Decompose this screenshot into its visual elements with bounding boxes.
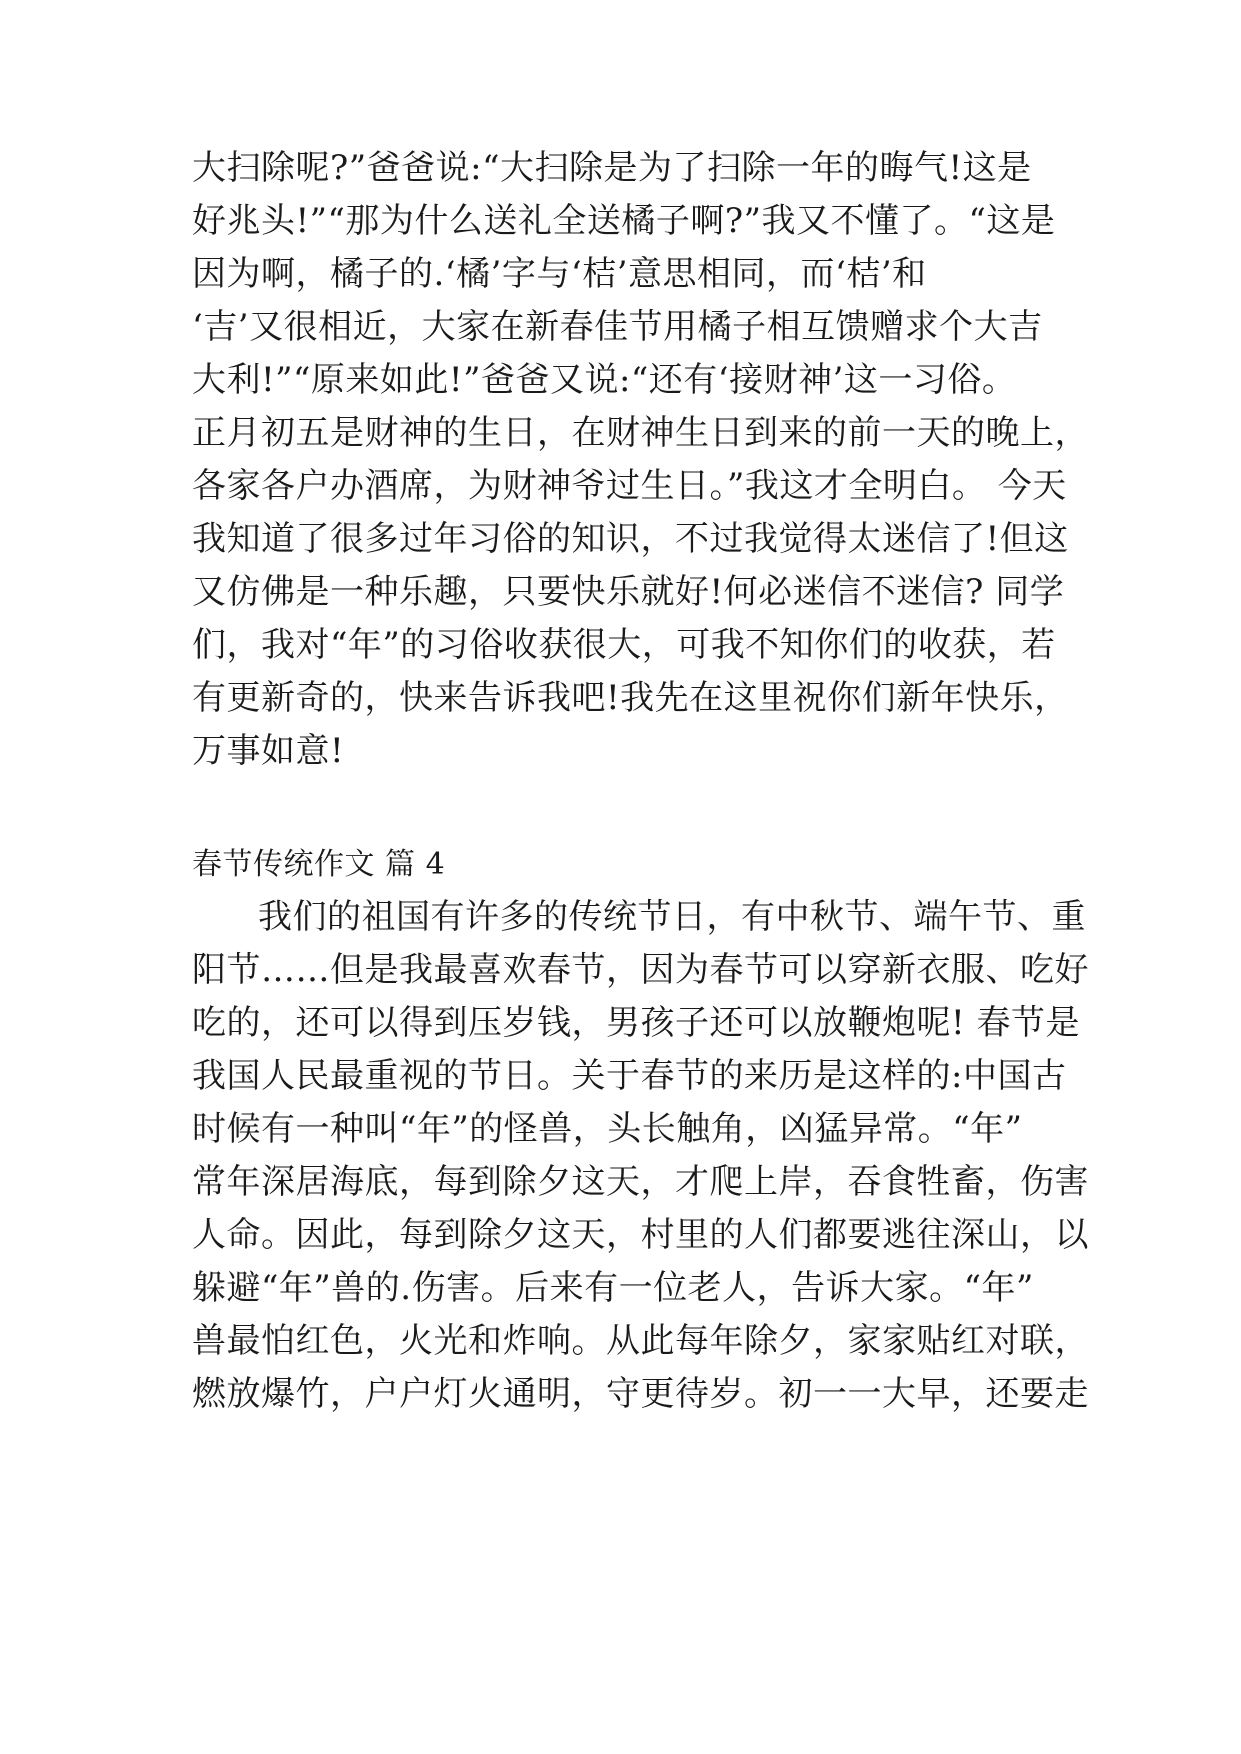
text-line: 躲避“年”兽的.伤害。后来有一位老人，告诉大家。“年” bbox=[192, 1268, 1034, 1308]
text-line: 我国人民最重视的节日。关于春节的来历是这样的:中国古 bbox=[192, 1056, 1067, 1096]
text-line: 我们的祖国有许多的传统节日，有中秋节、端午节、重 bbox=[258, 897, 1086, 937]
text-line: 因为啊，橘子的.‘橘’字与‘桔’意思相同，而‘桔’和 bbox=[192, 254, 927, 294]
text-line: 正月初五是财神的生日，在财神生日到来的前一天的晚上， bbox=[192, 413, 1089, 453]
text-line: 好兆头!”“那为什么送礼全送橘子啊?”我又不懂了。“这是 bbox=[192, 201, 1056, 241]
text-line: 兽最怕红色，火光和炸响。从此每年除夕，家家贴红对联， bbox=[192, 1321, 1089, 1361]
text-line: 万事如意! bbox=[192, 731, 345, 771]
text-line: 阳节……但是我最喜欢春节，因为春节可以穿新衣服、吃好 bbox=[192, 950, 1089, 990]
text-line: 时候有一种叫“年”的怪兽，头长触角，凶猛异常。“年” bbox=[192, 1109, 1023, 1149]
text-line: 大利!”“原来如此!”爸爸又说:“还有‘接财神’这一习俗。 bbox=[192, 360, 1017, 400]
text-line: ‘吉’又很相近，大家在新春佳节用橘子相互馈赠求个大吉 bbox=[192, 307, 1043, 347]
text-line: 各家各户办酒席，为财神爷过生日。”我这才全明白。 今天 bbox=[192, 466, 1067, 506]
text-line: 们，我对“年”的习俗收获很大，可我不知你们的收获，若 bbox=[192, 625, 1056, 665]
text-line: 常年深居海底，每到除夕这天，才爬上岸，吞食牲畜，伤害 bbox=[192, 1162, 1089, 1202]
text-line: 燃放爆竹，户户灯火通明，守更待岁。初一一大早，还要走 bbox=[192, 1374, 1089, 1414]
text-line: 有更新奇的，快来告诉我吧!我先在这里祝你们新年快乐， bbox=[192, 678, 1069, 718]
text-line: 我知道了很多过年习俗的知识，不过我觉得太迷信了!但这 bbox=[192, 519, 1069, 559]
text-line: 人命。因此，每到除夕这天，村里的人们都要逃往深山，以 bbox=[192, 1215, 1089, 1255]
text-line: 吃的，还可以得到压岁钱，男孩子还可以放鞭炮呢! 春节是 bbox=[192, 1003, 1080, 1043]
text-line: 大扫除呢?”爸爸说:“大扫除是为了扫除一年的晦气!这是 bbox=[192, 148, 1032, 188]
section-heading: 春节传统作文 篇 4 bbox=[192, 847, 446, 882]
text-line: 又仿佛是一种乐趣，只要快乐就好!何必迷信不迷信? 同学 bbox=[192, 572, 1065, 612]
